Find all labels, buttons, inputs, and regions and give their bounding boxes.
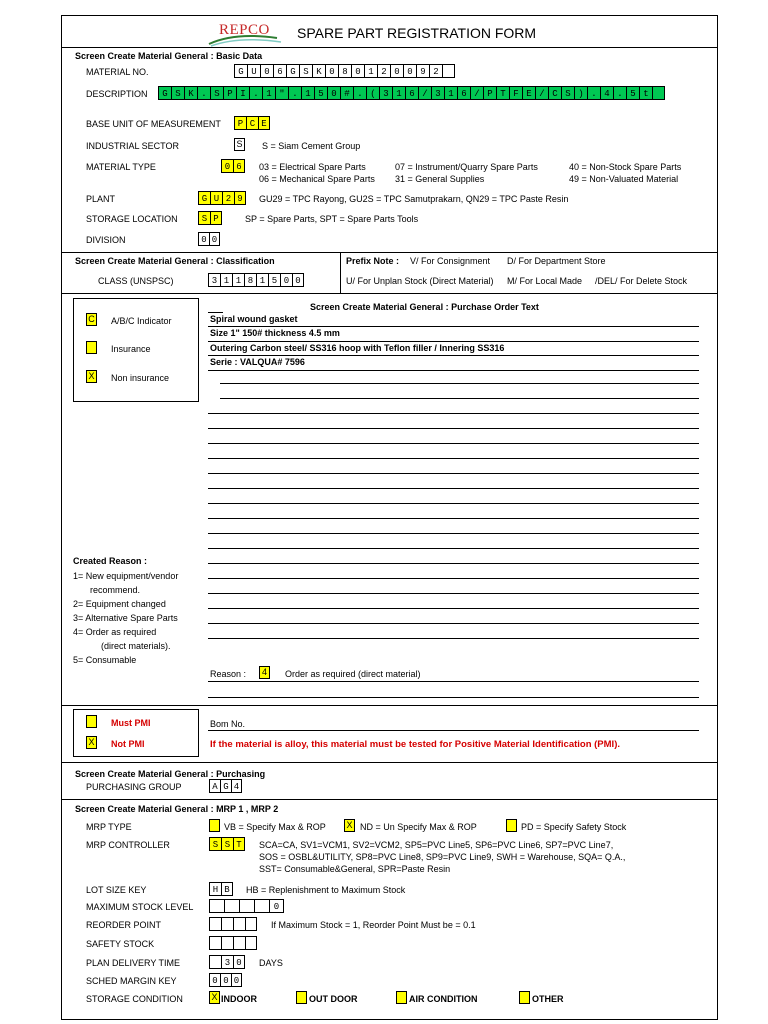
char-cell: # (340, 86, 353, 100)
char-cell: 1 (232, 273, 244, 287)
char-cell: 0 (403, 64, 416, 78)
char-cell: 6 (405, 86, 418, 100)
char-cell (221, 936, 233, 950)
char-cell (221, 917, 233, 931)
char-cell: F (509, 86, 522, 100)
reason-item: recommend. (90, 585, 141, 595)
storage-location-field[interactable] (198, 211, 222, 225)
plant-field[interactable] (198, 191, 246, 205)
mrp-controller-note: SST= Consumable&General, SPR=Paste Resin (259, 864, 451, 874)
material-no-label: MATERIAL NO. (86, 67, 149, 77)
char-cell: . (613, 86, 626, 100)
char-cell: 0 (351, 64, 364, 78)
po-line (208, 326, 699, 327)
po-text-line-2[interactable]: Size 1" 150# thickness 4.5 mm (210, 328, 340, 338)
purchasing-group-field[interactable] (209, 779, 242, 793)
safety-stock-label: SAFETY STOCK (86, 939, 155, 949)
material-type-label: MATERIAL TYPE (86, 162, 156, 172)
char-cell: . (197, 86, 210, 100)
mrp-type-nd-checkbox[interactable]: X (344, 819, 355, 832)
class-label: CLASS (UNSPSC) (98, 276, 174, 286)
reason-item: 2= Equipment changed (73, 599, 166, 609)
char-cell: 3 (208, 273, 220, 287)
po-line[interactable] (208, 503, 699, 504)
char-cell: " (275, 86, 288, 100)
outdoor-label: OUT DOOR (309, 994, 358, 1004)
max-stock-field[interactable] (209, 899, 284, 913)
sched-margin-label: SCHED MARGIN KEY (86, 976, 177, 986)
char-cell: S (561, 86, 574, 100)
po-text-section-title: Screen Create Material General : Purchase Order Text (310, 302, 539, 312)
po-line (208, 355, 699, 356)
po-line[interactable] (208, 593, 699, 594)
aircon-label: AIR CONDITION (409, 994, 478, 1004)
char-cell: 1 (220, 273, 232, 287)
char-cell: U (247, 64, 260, 78)
char-cell: t (639, 86, 652, 100)
mrp-controller-note: SOS = OSBL&UTILITY, SP8=PVC Line8, SP9=PVC Line9, SWH = Warehouse, SQA= Q.A., (259, 852, 626, 862)
po-line (208, 341, 699, 342)
not-pmi-label: Not PMI (111, 739, 145, 749)
po-line[interactable] (208, 473, 699, 474)
char-cell: 5 (626, 86, 639, 100)
char-cell: G (158, 86, 171, 100)
po-text-line-1[interactable]: Spiral wound gasket (210, 314, 298, 324)
page-title: SPARE PART REGISTRATION FORM (297, 25, 537, 41)
material-no-field[interactable] (234, 64, 455, 78)
char-cell: C (246, 116, 258, 130)
reorder-point-field[interactable] (209, 917, 257, 931)
char-cell: T (233, 837, 245, 851)
char-cell: 3 (379, 86, 392, 100)
po-text-line-4[interactable]: Serie : VALQUA# 7596 (210, 357, 305, 367)
char-cell: 0 (209, 973, 220, 987)
sched-margin-field[interactable] (209, 973, 242, 987)
char-cell: S (299, 64, 312, 78)
char-cell: H (209, 882, 221, 896)
char-cell: ) (574, 86, 587, 100)
reason-field[interactable]: 4 (259, 666, 270, 679)
char-cell (245, 917, 257, 931)
class-field[interactable] (208, 273, 304, 287)
char-cell: 4 (231, 779, 242, 793)
char-cell: 2 (222, 191, 234, 205)
pmi-warning: If the material is alloy, this material must be tested for Positive Material Identification (PMI). (210, 739, 621, 750)
mrp-type-nd: ND = Un Specify Max & ROP (360, 822, 477, 832)
divider (61, 799, 718, 800)
po-line[interactable] (220, 383, 699, 384)
outdoor-checkbox[interactable] (296, 991, 307, 1004)
storage-location-label: STORAGE LOCATION (86, 214, 178, 224)
char-cell: . (288, 86, 301, 100)
storage-location-note: SP = Spare Parts, SPT = Spare Parts Tools (245, 214, 419, 224)
char-cell: P (234, 116, 246, 130)
plan-delivery-label: PLAN DELIVERY TIME (86, 958, 181, 968)
indoor-label: INDOOR (221, 994, 257, 1004)
must-pmi-label: Must PMI (111, 718, 151, 728)
insurance-checkbox[interactable] (86, 341, 97, 354)
char-cell: 8 (244, 273, 256, 287)
po-line[interactable] (208, 563, 699, 564)
char-cell: 0 (325, 64, 338, 78)
po-text-line-3[interactable]: Outering Carbon steel/ SS316 hoop with Teflon filler / Innering SS316 (210, 343, 505, 353)
char-cell (442, 64, 455, 78)
reason-line (208, 681, 699, 682)
divider (61, 47, 718, 48)
char-cell: 1 (444, 86, 457, 100)
divider (61, 252, 718, 253)
mrp-type-vb-checkbox[interactable] (209, 819, 220, 832)
char-cell: 3 (221, 955, 233, 969)
po-line[interactable] (208, 533, 699, 534)
char-cell (224, 899, 239, 913)
divider (61, 293, 718, 294)
base-unit-field[interactable] (234, 116, 270, 130)
lot-size-note: HB = Replenishment to Maximum Stock (246, 885, 406, 895)
po-line[interactable] (220, 398, 699, 399)
char-cell: S (221, 837, 233, 851)
prefix-note: M/ For Local Made (507, 276, 583, 286)
char-cell: 6 (273, 64, 286, 78)
prefix-note: U/ For Unplan Stock (Direct Material) (346, 276, 494, 286)
char-cell: P (223, 86, 236, 100)
industrial-sector-field[interactable]: S (234, 138, 245, 151)
material-type-field[interactable] (221, 159, 245, 173)
reason-item: 3= Alternative Spare Parts (73, 613, 178, 623)
char-cell: A (209, 779, 220, 793)
base-unit-label: BASE UNIT OF MEASUREMENT (86, 119, 221, 129)
char-cell (254, 899, 269, 913)
description-label: DESCRIPTION (86, 89, 148, 99)
char-cell: 6 (233, 159, 245, 173)
division-field[interactable] (198, 232, 220, 246)
char-cell: E (258, 116, 270, 130)
mrp-type-label: MRP TYPE (86, 822, 132, 832)
char-cell: P (210, 211, 222, 225)
division-label: DIVISION (86, 235, 126, 245)
bom-line[interactable] (208, 730, 699, 731)
char-cell: S (209, 837, 221, 851)
char-cell: 5 (268, 273, 280, 287)
po-line[interactable] (208, 638, 699, 639)
char-cell: 0 (292, 273, 304, 287)
char-cell: 1 (301, 86, 314, 100)
plant-label: PLANT (86, 194, 116, 204)
char-cell: B (221, 882, 233, 896)
char-cell: 8 (338, 64, 351, 78)
reason-item: 4= Order as required (73, 627, 157, 637)
char-cell: C (548, 86, 561, 100)
char-cell: 2 (429, 64, 442, 78)
po-line[interactable] (208, 548, 699, 549)
char-cell: 0 (233, 955, 245, 969)
lot-size-field[interactable] (209, 882, 233, 896)
plan-delivery-field[interactable] (209, 955, 245, 969)
char-cell: T (496, 86, 509, 100)
char-cell: 6 (457, 86, 470, 100)
not-pmi-checkbox[interactable]: X (86, 736, 97, 749)
purchasing-section-title: Screen Create Material General : Purchasing (75, 769, 266, 779)
material-type-note: 06 = Mechanical Spare Parts (259, 174, 375, 184)
max-stock-label: MAXIMUM STOCK LEVEL (86, 902, 194, 912)
abc-indicator-field[interactable]: C (86, 313, 97, 326)
divider (61, 762, 718, 763)
classification-vdivider (340, 252, 341, 293)
basic-section-title: Screen Create Material General : Basic Data (75, 51, 263, 61)
char-cell (233, 917, 245, 931)
char-cell: 1 (262, 86, 275, 100)
other-checkbox[interactable] (519, 991, 530, 1004)
material-type-note: 31 = General Supplies (395, 174, 485, 184)
reason-text: Order as required (direct material) (285, 669, 421, 679)
reason-line (208, 697, 699, 698)
char-cell: / (535, 86, 548, 100)
industrial-sector-note: S = Siam Cement Group (262, 141, 361, 151)
char-cell (209, 899, 224, 913)
created-reason-title: Created Reason : (73, 556, 148, 566)
char-cell: U (210, 191, 222, 205)
po-line[interactable] (208, 413, 699, 414)
mrp-controller-field[interactable] (209, 837, 245, 851)
po-line[interactable] (208, 518, 699, 519)
prefix-title: Prefix Note : (346, 256, 400, 266)
char-cell: K (312, 64, 325, 78)
plan-delivery-unit: DAYS (259, 958, 283, 968)
material-type-note: 07 = Instrument/Quarry Spare Parts (395, 162, 538, 172)
char-cell (233, 936, 245, 950)
char-cell (209, 955, 221, 969)
material-type-note: 49 = Non-Valuated Material (569, 174, 679, 184)
char-cell: 0 (220, 973, 231, 987)
lot-size-label: LOT SIZE KEY (86, 885, 147, 895)
non-insurance-checkbox[interactable]: X (86, 370, 97, 383)
char-cell: G (198, 191, 210, 205)
char-cell: K (184, 86, 197, 100)
aircon-checkbox[interactable] (396, 991, 407, 1004)
mrp-type-pd: PD = Specify Safety Stock (521, 822, 627, 832)
char-cell: G (234, 64, 247, 78)
char-cell: 3 (431, 86, 444, 100)
char-cell: P (483, 86, 496, 100)
insurance-label: Insurance (111, 344, 151, 354)
char-cell: 0 (269, 899, 284, 913)
logo-text: REPCO (219, 22, 270, 38)
char-cell: 0 (231, 973, 242, 987)
material-type-note: 03 = Electrical Spare Parts (259, 162, 366, 172)
char-cell: / (418, 86, 431, 100)
plant-note: GU29 = TPC Rayong, GU2S = TPC Samutprakarn, QN29 = TPC Paste Resin (259, 194, 569, 204)
char-cell: S (171, 86, 184, 100)
non-insurance-label: Non insurance (111, 373, 170, 383)
abc-indicator-label: A/B/C Indicator (111, 316, 172, 326)
char-cell: 0 (209, 232, 220, 246)
po-line (208, 312, 223, 313)
po-line[interactable] (208, 443, 699, 444)
char-cell: . (249, 86, 262, 100)
reorder-point-label: REORDER POINT (86, 920, 162, 930)
char-cell: . (353, 86, 366, 100)
storage-condition-label: STORAGE CONDITION (86, 994, 183, 1004)
reason-item: 5= Consumable (73, 655, 137, 665)
po-line[interactable] (208, 458, 699, 459)
char-cell: 1 (392, 86, 405, 100)
indoor-checkbox[interactable]: X (209, 991, 220, 1004)
char-cell: 0 (280, 273, 292, 287)
po-line[interactable] (208, 608, 699, 609)
purchasing-group-label: PURCHASING GROUP (86, 782, 182, 792)
reason-item: (direct materials). (101, 641, 171, 651)
char-cell: 0 (221, 159, 233, 173)
mrp-controller-note: SCA=CA, SV1=VCM1, SV2=VCM2, SP5=PVC Line5, SP6=PVC Line6, SP7=PVC Line7, (259, 840, 614, 850)
prefix-note: /DEL/ For Delete Stock (595, 276, 688, 286)
classification-section-title: Screen Create Material General : Classification (75, 256, 275, 266)
char-cell: E (522, 86, 535, 100)
char-cell: / (470, 86, 483, 100)
mrp-type-vb: VB = Specify Max & ROP (224, 822, 326, 832)
char-cell: 9 (234, 191, 246, 205)
char-cell: 1 (256, 273, 268, 287)
char-cell: 1 (364, 64, 377, 78)
char-cell: ( (366, 86, 379, 100)
char-cell: 5 (314, 86, 327, 100)
char-cell: G (220, 779, 231, 793)
mrp-type-pd-checkbox[interactable] (506, 819, 517, 832)
other-label: OTHER (532, 994, 564, 1004)
must-pmi-checkbox[interactable] (86, 715, 97, 728)
char-cell: 9 (416, 64, 429, 78)
char-cell: I (236, 86, 249, 100)
char-cell: G (286, 64, 299, 78)
description-field[interactable] (158, 86, 665, 100)
material-type-note: 40 = Non-Stock Spare Parts (569, 162, 682, 172)
mrp-controller-label: MRP CONTROLLER (86, 840, 170, 850)
divider (61, 705, 718, 706)
po-line (208, 370, 699, 371)
char-cell (209, 917, 221, 931)
repco-logo (205, 22, 285, 48)
char-cell (652, 86, 665, 100)
reorder-point-note: If Maximum Stock = 1, Reorder Point Must be = 0.1 (271, 920, 476, 930)
char-cell: 0 (390, 64, 403, 78)
po-line[interactable] (208, 578, 699, 579)
reason-item: 1= New equipment/vendor (73, 571, 179, 581)
po-line[interactable] (208, 428, 699, 429)
char-cell: 0 (260, 64, 273, 78)
char-cell: 0 (327, 86, 340, 100)
safety-stock-field[interactable] (209, 936, 257, 950)
prefix-note: V/ For Consignment (410, 256, 491, 266)
po-line[interactable] (208, 623, 699, 624)
char-cell: S (210, 86, 223, 100)
bom-label: Bom No. (210, 719, 246, 729)
char-cell: S (198, 211, 210, 225)
reason-label: Reason : (210, 669, 247, 679)
char-cell (239, 899, 254, 913)
prefix-note: D/ For Department Store (507, 256, 606, 266)
char-cell (209, 936, 221, 950)
char-cell (245, 936, 257, 950)
char-cell: . (587, 86, 600, 100)
mrp-section-title: Screen Create Material General : MRP 1 , MRP 2 (75, 804, 279, 814)
char-cell: 0 (198, 232, 209, 246)
po-line[interactable] (208, 488, 699, 489)
char-cell: 4 (600, 86, 613, 100)
industrial-sector-label: INDUSTRIAL SECTOR (86, 141, 180, 151)
char-cell: 2 (377, 64, 390, 78)
